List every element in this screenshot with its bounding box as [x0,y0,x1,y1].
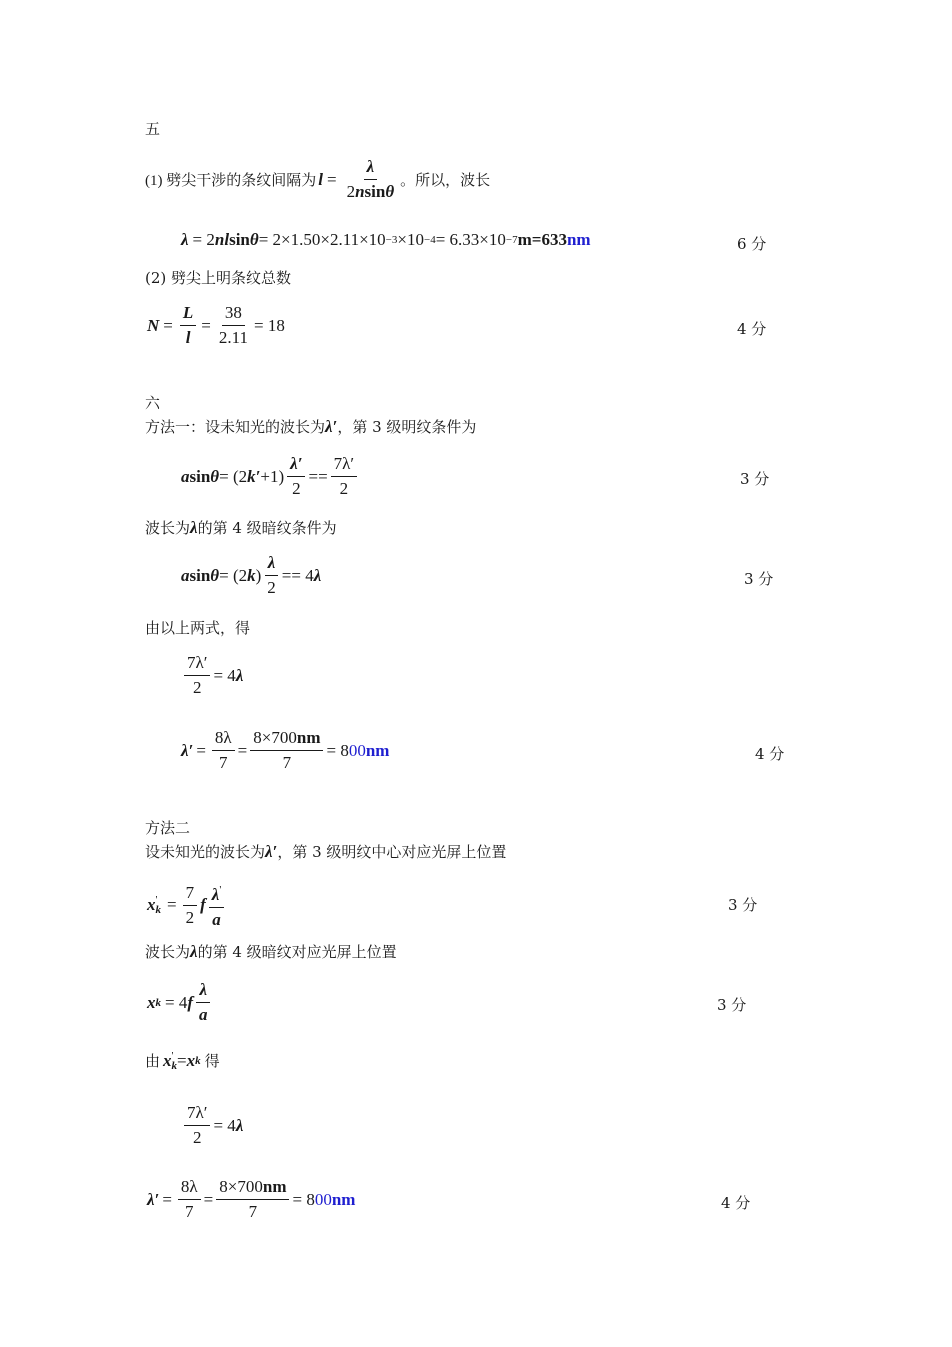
eq1-equals: = 2 [192,230,215,249]
eq4-a: a [181,565,190,585]
eq3-fden: 2 [292,479,301,498]
eq6-gden: 7 [282,753,292,772]
eq7-frac-a [183,883,198,928]
eq10-frac-b [216,1177,289,1222]
eq4-lambda: λ [313,565,322,585]
eq3-fnum: λ′ [287,454,305,477]
eq10-frac-a [178,1177,201,1222]
eq1-exp2: −4 [423,234,436,246]
eq8-x: x [147,992,156,1012]
eq7-gden: a [212,910,221,929]
eq4-fden: 2 [267,578,276,597]
equality-line [145,1050,220,1071]
dark-condition-intro [145,518,337,538]
eq10-gnum-a: 8×700 [219,1177,263,1196]
eq2-l: l [185,328,191,347]
eq7-gnum-l: λ [211,885,220,904]
eq6-gnum-a: 8×700 [253,728,297,747]
eq7-fden: 2 [185,907,195,927]
score-3a: 3 分 [740,470,770,488]
equation-dark-condition [181,553,321,598]
eq5-fnum: 7λ′ [184,653,210,676]
eq3-theta: θ [210,466,220,486]
eq3-gnum: 7λ′ [331,454,357,477]
den-2: 2 [346,182,356,201]
equality-text-a: 由 [145,1054,161,1070]
dark-text-b: 的第 4 级暗纹条件为 [197,519,337,537]
eq10-gden: 7 [248,1202,258,1221]
eq7-fnum: 7 [183,883,198,906]
eq2-frac-38 [216,303,251,348]
eq1-exp1: −3 [385,234,398,246]
eq6-fnum: 8λ [212,728,235,751]
frac-num: λ [364,157,378,180]
eq6-frac-b [250,728,323,773]
eq7-xsub: k [155,904,161,916]
dark-pos-text-a: 波长为 [145,943,191,961]
eq8-xsub: k [155,996,161,1009]
equation-bright-position: x ' k = $\frac{7}{2}$ f $\frac{\lambda'}{a}$ [147,880,227,930]
eq1-exp3: −7 [505,234,518,246]
eq1-unit: nm [566,230,591,249]
eq10-res-c: nm [331,1189,356,1209]
eq1-nl: nl [214,230,230,249]
eq4-frac [264,553,279,598]
eq1-result: = 6.33×10 [435,230,506,249]
eq4-theta: θ [210,565,220,585]
eq2-38: 38 [222,303,245,326]
eq4-fnum: λ [265,553,279,576]
equality-x2sub: k [195,1054,201,1067]
eq4-open: = (2 [219,565,248,585]
eq3-eqeq: == [308,466,328,486]
eq3-a: a [181,466,190,486]
method2-text-a: 设未知光的波长为 [145,843,266,861]
equals-sign: = [326,169,337,189]
eq4-eqeq: == 4 [281,565,314,585]
eq2-N: N [147,315,160,335]
section-heading-5: 五 [145,120,161,138]
eq7-gsup: ' [219,884,222,896]
equation-combined-2 [181,1103,243,1148]
eq3-gden: 2 [339,479,349,498]
eq4-close: ) [255,565,262,585]
dark-position-intro [145,942,397,962]
eq2-L: L [180,303,196,326]
equality-eq: = [177,1050,187,1070]
eq7-f: f [200,895,206,914]
eq10-gnum [216,1177,289,1200]
equation-fringe-count: N = $\frac{L}{l}$ = $\frac{38}{2.11}$ = 18 [147,303,285,347]
frac-den [344,180,398,202]
eq3-sin: sin [189,466,211,486]
method2-text-b: ，第 3 级明纹中心对应光屏上位置 [277,843,507,861]
den-theta: θ [385,182,395,201]
equation-result-1: λ′ = $\frac{8\lambda}{7}$ = $\frac{8\times 700nm}{7}$ = 8 00 nm [181,728,390,772]
method1-intro [145,417,476,437]
eq1-theta: θ [249,230,259,249]
var-l: l [318,169,323,189]
eq2-211: 2.11 [218,328,248,347]
eq2-frac-L-l [180,303,196,348]
den-n: n [355,182,365,201]
eq8-frac [196,980,211,1025]
fraction-spacing [344,157,398,202]
eq7-frac-b [209,880,225,930]
eq9-fden: 2 [192,1128,202,1147]
score-3c: 3 分 [728,896,758,914]
dark-text-a: 波长为 [145,519,191,537]
eq1-times: ×10 [397,230,424,249]
eq9-fnum: 7λ′ [184,1103,210,1126]
eq4-sin: sin [189,565,211,585]
eq6-gnum [250,728,323,751]
eq10-lhs: λ′ [147,1189,160,1209]
eq5-frac [184,653,210,698]
eq5-fden: 2 [192,678,202,697]
eq6-res-b: 00 [348,740,366,760]
score-3b: 3 分 [744,570,774,588]
section-heading-6: 六 [145,394,161,412]
score-4a: 4 分 [737,320,767,338]
eq8-mid: = 4 [165,992,188,1012]
eq3-plus: +1) [260,466,285,486]
equation-dark-position [147,980,214,1025]
equation-bright-condition [181,454,360,499]
method1-text-b: ，第 3 级明纹条件为 [337,418,477,436]
eq6-frac-a [212,728,235,773]
eq3-frac-a [287,454,305,499]
eq6-lhs: λ′ [181,740,194,760]
eq9-rhs: = 4 [213,1115,236,1135]
eq3-frac-b [331,454,357,499]
equality-x1sub: k [171,1059,178,1072]
eq4-k: k [247,565,256,585]
score-4b: 4 分 [755,745,785,763]
eq2-result: = 18 [253,315,285,335]
eq7-scripts [156,895,162,915]
equality-x1: x [163,1050,172,1070]
eq7-x: x [147,895,156,914]
eq8-gnum: λ [196,980,210,1003]
eq1-product: = 2×1.50×2.11×10 [258,230,386,249]
eq5-rhs: = 4 [213,665,236,685]
eq6-res-c: nm [365,740,390,760]
fringe-spacing-suffix: 。所以，波长 [400,173,491,189]
eq3-k: k′ [247,466,261,486]
eq9-lambda: λ [235,1115,244,1135]
score-4c: 4 分 [721,1194,751,1212]
eq10-res-b: 00 [314,1189,332,1209]
eq1-lambda: λ [181,230,189,249]
score-6: 6 分 [737,235,767,253]
eq9-frac [184,1103,210,1148]
eq1-sin: sin [229,230,250,249]
method1-text-a: 方法一：设未知光的波长为 [145,418,326,436]
eq10-gnum-b: nm [262,1177,287,1196]
eq6-fden: 7 [219,753,228,772]
method2-lambda: λ′ [265,842,278,861]
method2-intro [145,842,506,862]
equation-result-2: λ′ = $\frac{8\lambda}{7}$ = $\frac{8\times 700nm}{7}$ = 8 00 nm [147,1177,356,1221]
equation-wavelength [181,230,591,250]
fringe-spacing-label: (1) 劈尖干涉的条纹间隔为 [145,173,317,189]
combine-text: 由以上两式，得 [145,619,251,637]
eq10-fden: 7 [185,1202,194,1221]
eq7-xsup: ' [155,894,158,906]
den-sin: sin [364,182,386,201]
method1-lambda: λ′ [325,417,338,436]
eq5-lambda: λ [235,665,244,685]
eq6-gnum-b: nm [296,728,321,747]
eq7-gnum [209,880,225,908]
eq1-tail: m=633 [517,230,567,249]
eq10-res-a: = 8 [292,1189,315,1209]
eq10-fnum: 8λ [178,1177,201,1200]
eq8-f: f [187,992,194,1012]
score-3d: 3 分 [717,996,747,1014]
bright-fringe-count-label: (2) 劈尖上明条纹总数 [145,269,292,287]
equality-x1sup: ' [171,1049,174,1062]
equality-text-b: 得 [204,1054,220,1070]
dark-lambda: λ [190,518,198,537]
equality-x2: x [186,1050,196,1070]
dark-pos-text-b: 的第 4 级暗纹对应光屏上位置 [197,943,397,961]
eq8-gden: a [199,1005,208,1024]
method2-heading: 方法二 [145,819,191,837]
line-fringe-spacing [145,157,490,202]
dark-pos-lambda: λ [190,942,198,961]
eq3-open: = (2 [219,466,248,486]
equation-combined [181,653,243,698]
eq6-res-a: = 8 [326,740,349,760]
